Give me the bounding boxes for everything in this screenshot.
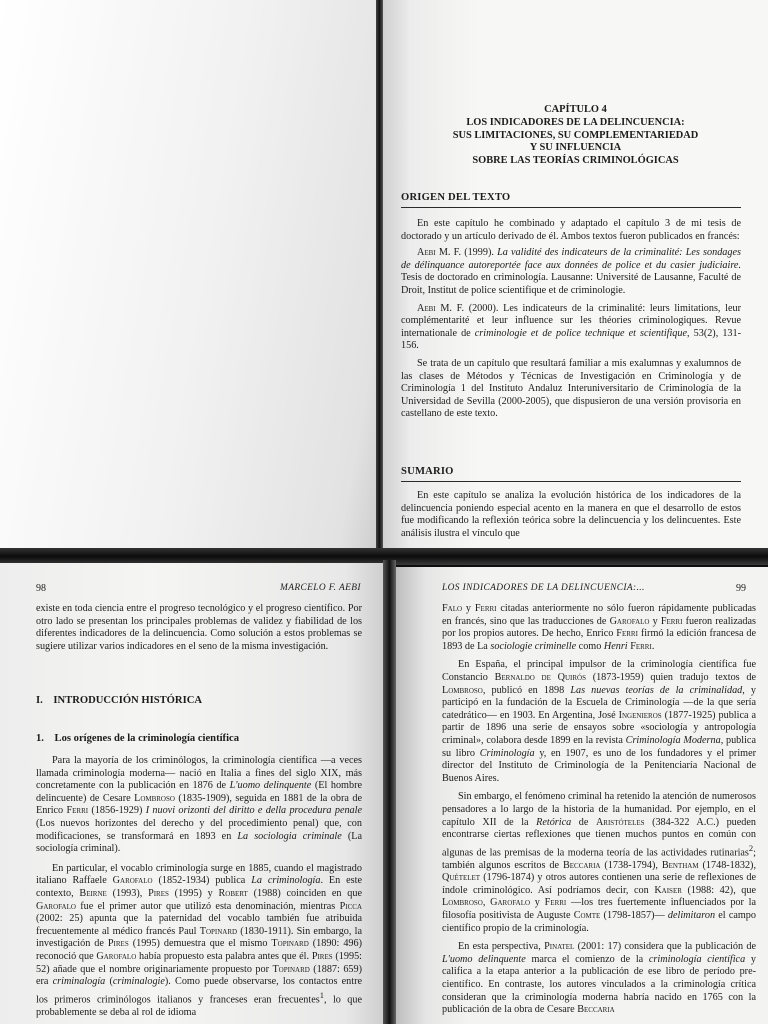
running-head: MARCELO F. AEBI bbox=[280, 583, 361, 593]
paragraph-criminologia-cientifica: Para la mayoría de los criminólogos, la criminología científica —a veces llamada criminología moderna— nació en Italia a fines del siglo XIX, más concretamente con la publicación en 1876 de L'uomo delinquente (El hombre delincuente) de Cesare Lombroso (1835-1909), seguida en 1881 de la obra de Enrico Ferri (1856-1929) I nuovi orizonti del diritto e della procedura penale (Los nuevos horizontes del derecho y del procedimiento penal) que, con modificaciones, se transformará en 1893 en La sociologia criminale (La sociología criminal). bbox=[36, 755, 363, 855]
paragraph-perspectiva: En esta perspectiva, Pinatel (2001: 17) considera que la publicación de L'uomo delinquente marca el comienzo de la criminología científica y califica a la etapa anterior a la publicación de ese libro de período pre-científico. En contraste, los autores vinculados a la criminología crítica consideran que la criminología moderna habría nacido en 1765 con la publicación de la obra de Cesare Beccaria bbox=[442, 941, 756, 1016]
page-99 bbox=[396, 567, 768, 1024]
page-chapter-opening bbox=[383, 0, 768, 560]
page-98 bbox=[0, 563, 383, 1024]
reference-2: Aebi M. F. (2000). Les indicateurs de la criminalité: leurs limitations, leur complémentarité et leur influence sur les théories criminologiques. Revue internationale de criminologie et de police technique et scientifique, 53(2), 131-156. bbox=[401, 302, 741, 352]
page-number: 99 bbox=[736, 583, 746, 594]
intro-continuation bbox=[36, 603, 362, 653]
continuation-paragraph: existe en toda ciencia entre el progreso tecnológico y el progreso científico. Por otro lado se presentan los principales problemas de validez y fiabilidad de los diferentes indicadores de la delincuencia. Como solución a estos problemas se sugiere utilizar varios indicadores en el seno de la misma investigación. bbox=[36, 603, 362, 652]
running-head: LOS INDICADORES DE LA DELINCUENCIA:... bbox=[442, 583, 645, 593]
historia-continuation bbox=[442, 603, 756, 1017]
section-heading-origen: ORIGEN DEL TEXTO bbox=[401, 192, 511, 203]
section-rule bbox=[401, 207, 741, 208]
heading-origenes: 1. Los orígenes de la criminología científica bbox=[36, 733, 240, 744]
blank-page-top-left bbox=[0, 0, 376, 548]
book-gutter-top bbox=[376, 0, 383, 560]
paragraph-vocablo: En particular, el vocablo criminología surge en 1885, cuando el magistrado italiano Raffaele Garofalo (1852-1934) publica La criminología. En este contexto, Beirne (1993), Pires (1995) y Robert (1988) coinciden en que Garofalo fue el primer autor que utilizó esta denominación, mientras Picca (2002: 25) apunta que la paternidad del vocablo también fue atribuida frecuentemente al médico francés Paul Topinard (1830-1911). Sin embargo, la investigación de Pires (1995) demuestra que el mismo Topinard (1890: 496) reconoció que Garofalo había propuesto esta palabra antes que él. Pires (1995: 52) añade que el nombre originariamente propuesto por Topinard (1887: 659) era criminalogía (criminalogie). Como puede observarse, los contactos entre los primeros criminólogos italianos y franceses eran frecuentes$^1$, lo que probablemente se deba al rol de idioma bbox=[36, 862, 362, 1018]
origen-body bbox=[401, 218, 741, 421]
paragraph-traducciones: Falo y Ferri citadas anteriormente no sólo fueron rápidamente publicadas en francés, sino que las traducciones de Garofalo y Ferri fueron realizadas por los propios autores. De hecho, Enrico Ferri firmó la edición francesa de 1893 de La sociologie criminelle como Henri Ferri. bbox=[442, 603, 757, 652]
footnote-marker: 2 bbox=[748, 842, 754, 853]
heading-introduccion: I. INTRODUCCIÓN HISTÓRICA bbox=[36, 695, 202, 706]
chapter-title-line: SUS LIMITACIONES, SU COMPLEMENTARIEDAD bbox=[452, 129, 699, 141]
footnote-marker: 1 bbox=[319, 989, 324, 1000]
historia-body bbox=[36, 755, 362, 1019]
chapter-title-line: Y SU INFLUENCIA bbox=[529, 142, 622, 154]
chapter-title-line: SOBRE LAS TEORÍAS CRIMINOLÓGICAS bbox=[472, 155, 679, 167]
section-heading-sumario: SUMARIO bbox=[401, 466, 454, 477]
book-gutter-bottom bbox=[383, 560, 396, 1024]
chapter-title-line: LOS INDICADORES DE LA DELINCUENCIA: bbox=[466, 116, 685, 128]
origen-intro: En este capítulo he combinado y adaptado el capítulo 3 de mi tesis de doctorado y un artículo derivado de él. Ambos textos fueron publicados en francés: bbox=[401, 218, 741, 242]
section-rule bbox=[401, 481, 741, 482]
origen-paragraph: Se trata de un capítulo que resultará familiar a mis exalumnas y exalumnos de las clases de Métodos y Técnicas de Investigación en Criminología y de Criminología 1 del Instituto Andaluz Interuniversitario de Criminología de la Universidad de Sevilla (2000-2005), que dispusieron de una versión provisoria en castellano de este texto. bbox=[401, 357, 741, 420]
page-number: 98 bbox=[36, 583, 46, 594]
reference-1: Aebi M. F. (1999). La validité des indicateurs de la criminalité: Les sondages de délinquance autoreportée face aux données de police et du casier judiciaire. Tesis de doctorado en criminología. Lausanne: Université de Lausanne, Faculté de Droit, Institut de police scientifique et de criminologie. bbox=[401, 247, 741, 296]
sumario-body bbox=[401, 490, 741, 540]
sumario-paragraph: En este capítulo se analiza la evolución histórica de los indicadores de la delincuencia poniendo especial acento en la manera en que el desarrollo de estos fue modificando la reflexión teórica sobre la delincuencia y los delincuentes. Este análisis ilustra el vínculo que bbox=[401, 490, 741, 539]
paragraph-fenomeno-criminal: Sin embargo, el fenómeno criminal ha retenido la atención de numerosos pensadores a lo largo de la historia de la humanidad. Por ejemplo, en el capítulo XII de la Retórica de Aristóteles (384-322 A.C.) pueden encontrarse ciertas reflexiones que tienen muchos puntos en común con algunas de las premisas de la moderna teoría de las actividades rutinarias$^2$; también algunos escritos de Beccaria (1738-1794), Bentham (1748-1832), Quételet (1796-1874) y otros autores contienen una serie de reflexiones de índole criminológico. Así podríamos decir, con Kaiser (1988: 42), que Lombroso, Garofalo y Ferri —los tres fuertemente influenciados por la filosofía positivista de Auguste Comte (1798-1857)— delimitaron el campo científico propio de la criminología. bbox=[442, 791, 757, 934]
paragraph-espana-argentina: En España, el principal impulsor de la criminología científica fue Constancio Bernaldo de Quirós (1873-1959) quien tradujo textos de Lombroso, publicó en 1898 Las nuevas teorías de la criminalidad, y participó en la fundación de la Escuela de Criminología —de la que sería catedrático— en 1903. En Argentina, José Ingenieros (1877-1925) publica a partir de 1896 una serie de ensayos sobre «sociología y antropología criminal», colabora desde 1899 en la revista Criminología Moderna, publica su libro Criminología y, en 1907, es uno de los fundadores y el primer director del Instituto de Criminología de la Penitenciaría Nacional de Buenos Aires. bbox=[442, 659, 756, 784]
chapter-number: CAPÍTULO 4 bbox=[544, 104, 607, 115]
chapter-title bbox=[383, 104, 768, 168]
